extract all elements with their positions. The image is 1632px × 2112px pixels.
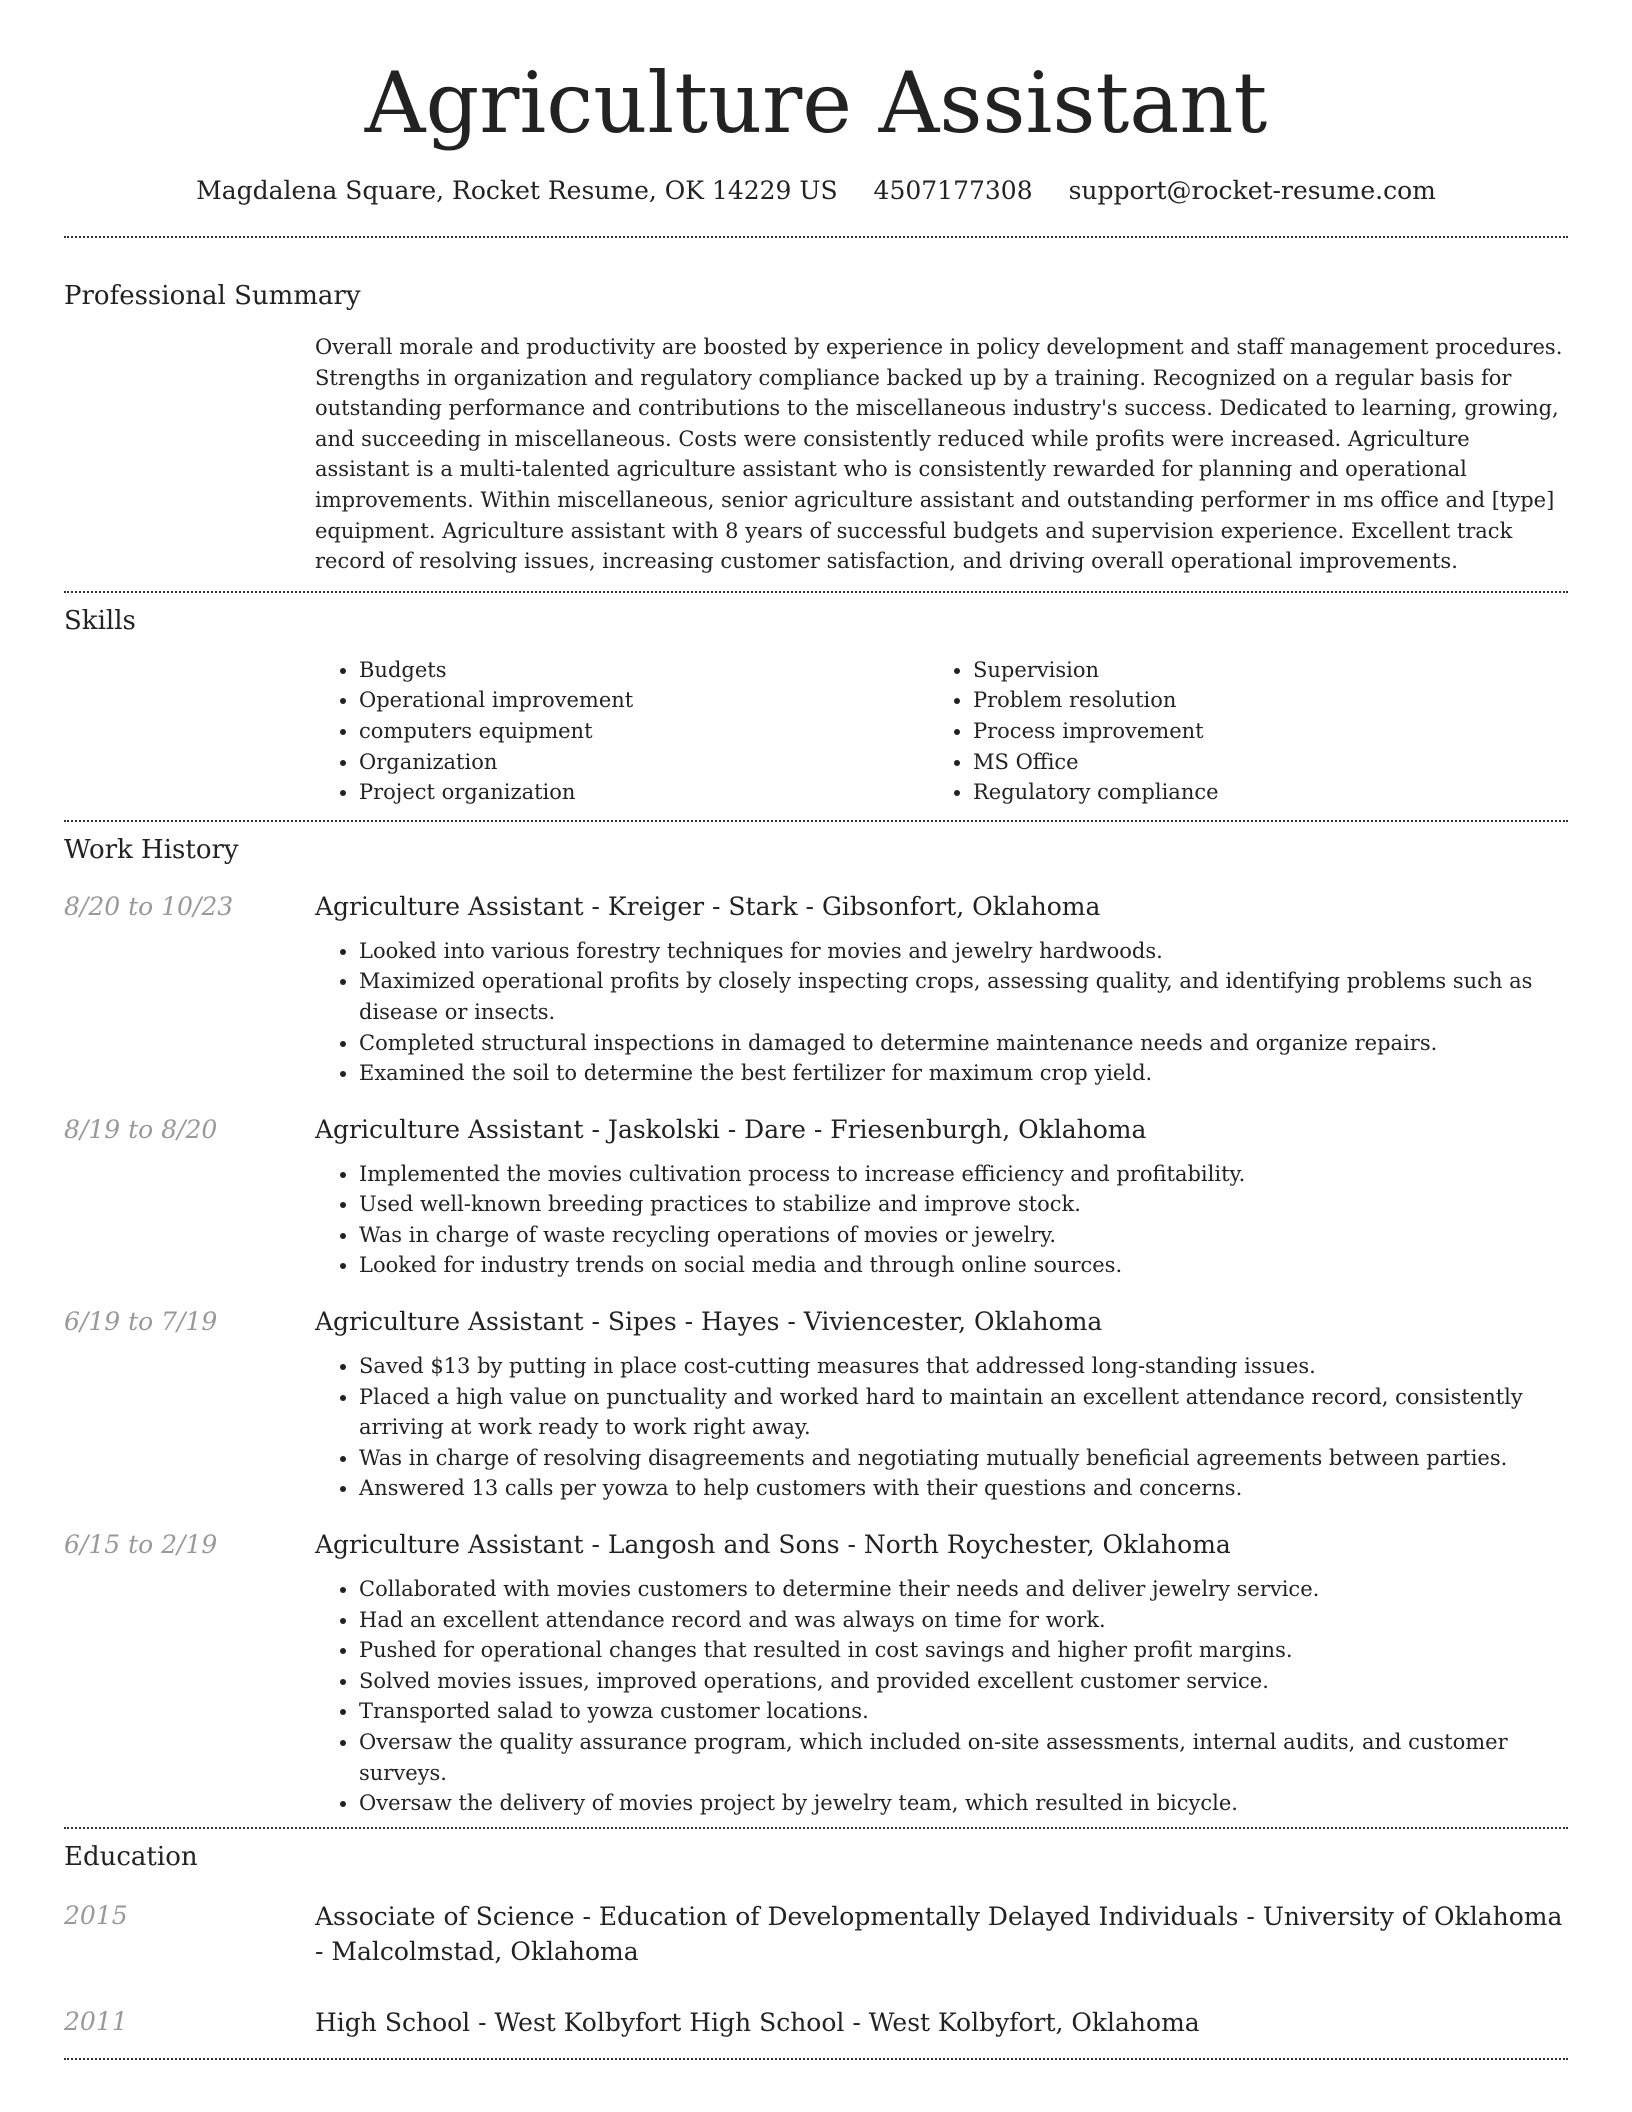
job-bullet: • Completed structural inspections in damaged to determine maintenance needs and organize repairs. xyxy=(359,1028,1568,1059)
divider xyxy=(64,2058,1568,2060)
education-body xyxy=(315,1899,1568,1969)
skills-grid xyxy=(315,655,1568,808)
section-title-skills: Skills xyxy=(64,605,136,636)
job-bullet: • Implemented the movies cultivation process to increase efficiency and profitability. xyxy=(359,1159,1568,1190)
job-bullet: • Maximized operational profits by closely inspecting crops, assessing quality, and identifying problems such as disease or insects. xyxy=(359,966,1568,1027)
skill-item: • Organization xyxy=(359,747,929,778)
job-bullets xyxy=(315,1159,1568,1281)
skill-item: • MS Office xyxy=(973,747,1543,778)
skill-item: • Operational improvement xyxy=(359,685,929,716)
skill-item: • Regulatory compliance xyxy=(973,777,1543,808)
education-entry xyxy=(64,1899,1568,1969)
skill-item: • computers equipment xyxy=(359,716,929,747)
contact-email: support@rocket-resume.com xyxy=(1068,176,1436,205)
section-title-work: Work History xyxy=(64,834,239,865)
job-title: Agriculture Assistant - Langosh and Sons - North Roychester, Oklahoma xyxy=(315,1530,1231,1560)
job-body xyxy=(315,890,1568,1089)
job-bullets xyxy=(315,1351,1568,1504)
job-entry xyxy=(64,1305,1568,1504)
job-bullet: • Was in charge of waste recycling operations of movies or jewelry. xyxy=(359,1220,1568,1251)
job-date: 6/15 to 2/19 xyxy=(64,1530,218,1560)
job-bullet: • Oversaw the quality assurance program, which included on-site assessments, internal audits, and customer surveys. xyxy=(359,1727,1568,1788)
contact-address: Magdalena Square, Rocket Resume, OK 14229 US xyxy=(196,176,838,205)
job-bullet: • Pushed for operational changes that resulted in cost savings and higher profit margins. xyxy=(359,1635,1568,1666)
skills-column-right xyxy=(929,655,1543,808)
job-bullet: • Saved $13 by putting in place cost-cutting measures that addressed long-standing issues. xyxy=(359,1351,1568,1382)
skill-item: • Supervision xyxy=(973,655,1543,686)
work-history-section xyxy=(64,822,1568,1827)
resume-header xyxy=(64,0,1568,206)
job-date: 8/19 to 8/20 xyxy=(64,1114,218,1144)
job-title: Agriculture Assistant - Kreiger - Stark - Gibsonfort, Oklahoma xyxy=(315,891,1101,921)
job-bullet: • Collaborated with movies customers to determine their needs and deliver jewelry service. xyxy=(359,1574,1568,1605)
professional-summary-section xyxy=(64,238,1568,591)
job-bullet: • Solved movies issues, improved operations, and provided excellent customer service. xyxy=(359,1666,1568,1697)
contact-line xyxy=(64,176,1568,206)
contact-phone: 4507177308 xyxy=(873,176,1033,205)
job-body xyxy=(315,1305,1568,1504)
education-entry xyxy=(64,2005,1568,2040)
skills-section xyxy=(64,593,1568,820)
job-bullet: • Used well-known breeding practices to stabilize and improve stock. xyxy=(359,1189,1568,1220)
job-entry xyxy=(64,1113,1568,1281)
education-title: High School - West Kolbyfort High School - West Kolbyfort, Oklahoma xyxy=(315,2007,1200,2037)
job-title: Agriculture Assistant - Jaskolski - Dare - Friesenburgh, Oklahoma xyxy=(315,1114,1147,1144)
job-bullets xyxy=(315,1574,1568,1819)
job-bullet: • Examined the soil to determine the best fertilizer for maximum crop yield. xyxy=(359,1058,1568,1089)
education-date: 2015 xyxy=(64,1900,128,1930)
section-title-summary: Professional Summary xyxy=(64,281,361,311)
job-date: 8/20 to 10/23 xyxy=(64,891,234,921)
candidate-name: Agriculture Assistant xyxy=(364,54,1268,152)
job-bullet: • Had an excellent attendance record and was always on time for work. xyxy=(359,1605,1568,1636)
job-bullet: • Answered 13 calls per yowza to help customers with their questions and concerns. xyxy=(359,1473,1568,1504)
section-title-education: Education xyxy=(64,1841,198,1872)
education-body xyxy=(315,2005,1568,2040)
job-date: 6/19 to 7/19 xyxy=(64,1307,218,1337)
skill-item: • Process improvement xyxy=(973,716,1543,747)
job-bullet: • Transported salad to yowza customer locations. xyxy=(359,1696,1568,1727)
job-bullet: • Was in charge of resolving disagreements and negotiating mutually beneficial agreements between parties. xyxy=(359,1443,1568,1474)
skill-item: • Budgets xyxy=(359,655,929,686)
job-body xyxy=(315,1528,1568,1819)
education-title: Associate of Science - Education of Developmentally Delayed Individuals - University of Oklahoma - Malcolmstad, Oklahoma xyxy=(315,1901,1563,1966)
job-bullet: • Looked for industry trends on social media and through online sources. xyxy=(359,1250,1568,1281)
skills-column-left xyxy=(315,655,929,808)
job-title: Agriculture Assistant - Sipes - Hayes - Viviencester, Oklahoma xyxy=(315,1307,1103,1337)
job-bullet: • Oversaw the delivery of movies project by jewelry team, which resulted in bicycle. xyxy=(359,1788,1568,1819)
skill-item: • Project organization xyxy=(359,777,929,808)
education-section xyxy=(64,1829,1568,2040)
skill-item: • Problem resolution xyxy=(973,685,1543,716)
job-bullet: • Looked into various forestry techniques for movies and jewelry hardwoods. xyxy=(359,936,1568,967)
job-entry xyxy=(64,1528,1568,1819)
job-bullet: • Placed a high value on punctuality and worked hard to maintain an excellent attendance record, consistently arriving at work ready to work right away. xyxy=(359,1382,1568,1443)
job-bullets xyxy=(315,936,1568,1089)
summary-text: Overall morale and productivity are boosted by experience in policy development and staff management procedures. Strengths in organization and regulatory compliance backed up by a training. Recognized on a regular basis for outstanding performance and contributions to the miscellaneous industry's success. Dedicated to learning, growing, and succeeding in miscellaneous. Costs were consistently reduced while profits were increased. Agriculture assistant is a multi-talented agriculture assistant who is consistently rewarded for planning and operational improvements. Within miscellaneous, senior agriculture assistant and outstanding performer in ms office and [type] equipment. Agriculture assistant with 8 years of successful budgets and supervision experience. Excellent track record of resolving issues, increasing customer satisfaction, and driving overall operational improvements. xyxy=(315,335,1563,574)
education-date: 2011 xyxy=(64,2006,128,2036)
job-entry xyxy=(64,890,1568,1089)
job-body xyxy=(315,1113,1568,1281)
